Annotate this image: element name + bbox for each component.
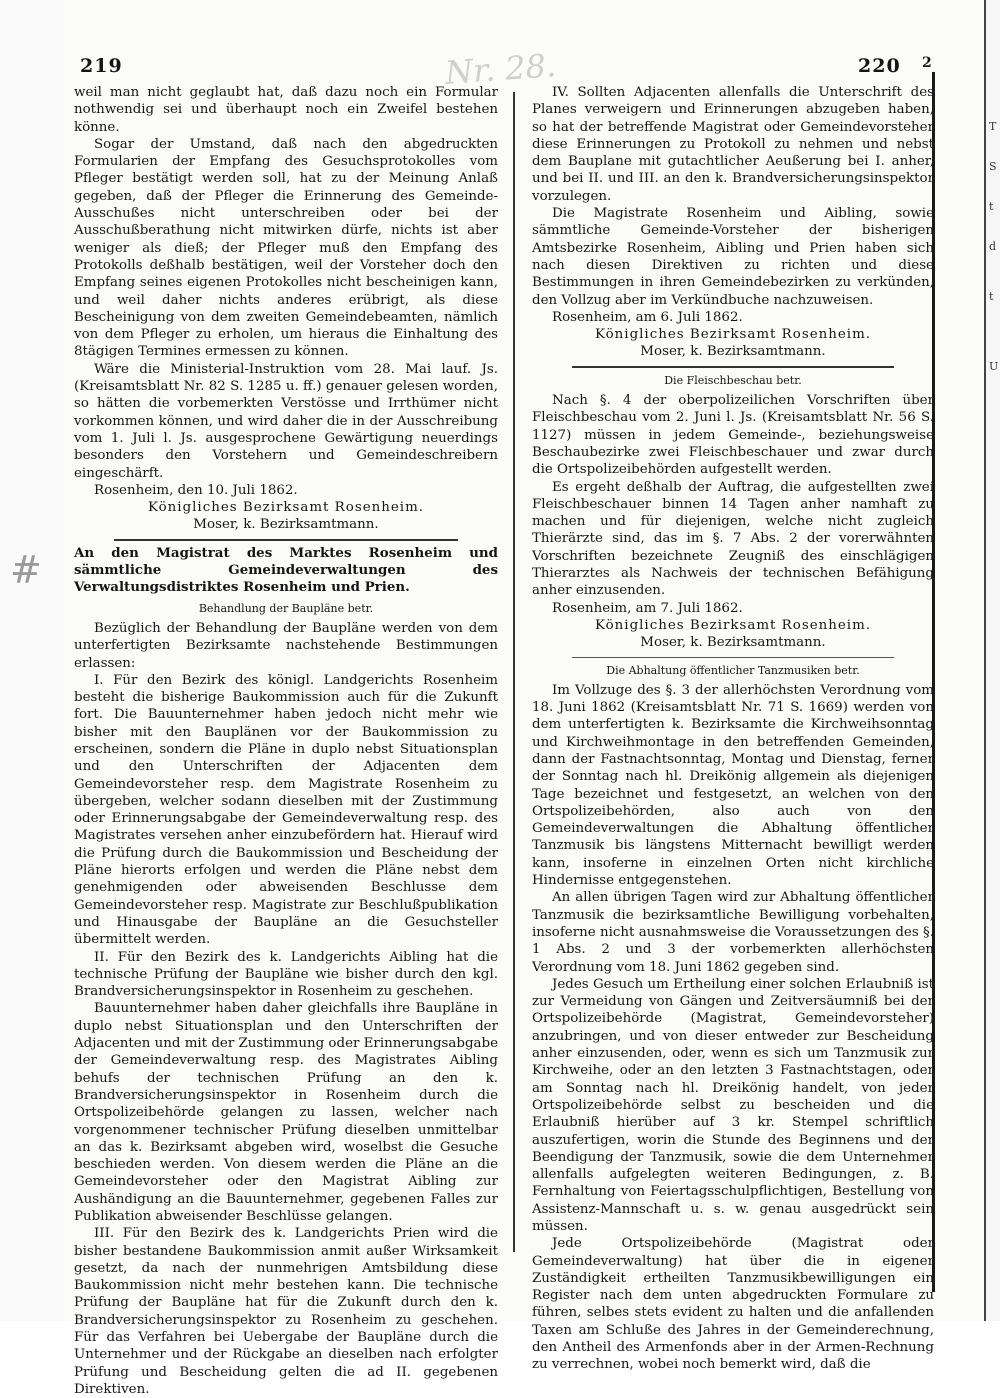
edge-fragment: U — [989, 360, 999, 373]
right-paragraph: Im Vollzuge des §. 3 der allerhöchsten Verordnung vom 18. Juni 1862 (Kreisamtsblatt Nr. 71 S. 1669) werden von dem unterfertigten k. Bezirksamte die Kirchweihsonntag und Kirchweihmontage in den betreffenden Gemeinden, dann der Fastnachtsonntag, Montag und Dienstag, ferner der Sonntag nach hl. Dreikönig allgemein als diejenigen Tage bezeichnet und festgesetzt, an welchen von den Ortspolizeibehörden, also auch von den Gemeindeverwaltungen die Abhaltung öffentlicher Tanzmusik bis längstens Mitternacht bewilligt werden kann, insoferne in einzelnen Orten nicht kirchliche Hindernisse entgegenstehen. — [532, 682, 934, 889]
left-paragraph: Wäre die Ministerial-Instruktion vom 28. Mai lauf. Js. (Kreisamtsblatt Nr. 82 S. 1285 u. ff.) genauer gelesen worden, so hätten die vorbemerkten Verstösse und Irrthümer nicht vorkommen können, und wird daher die in der Ausschreibung vom 1. Juli l. Js. ausgesprochene Gewärtigung neuerdings besonders den Vorstehern und Gemeindeschreibern eingeschärft. — [74, 361, 498, 481]
left-paragraph: Sogar der Umstand, daß nach den abgedruckten Formularien der Empfang des Gesuchsprotokolles vom Pfleger bestätigt werden soll, hat zu der Meinung Anlaß gegeben, daß der Pfleger die Erinnerung des Gemeinde-Ausschußes nicht unterschreiben oder bei der Ausschußberathung nicht mitwirken dürfe, nichts ist aber weniger als dieß; der Pfleger muß den Empfang des Protokolls deßhalb bestätigen, weil der Vorsteher doch den Empfang seines eigenen Protokolles nicht bescheinigen kann, und weil daher nichts anderes erübrigt, als diese Bescheinigung von dem zweiten Gemeindebeamten, nämlich von dem Pfleger zu erholen, um hieraus die Einhaltung des 8tägigen Termines ermessen zu können. — [74, 136, 498, 360]
right-paragraph: Die Magistrate Rosenheim und Aibling, sowie sämmtliche Gemeinde-Vorsteher der bisherigen Amtsbezirke Rosenheim, Aibling und Prien haben sich nach diesen Direktiven zu richten und diese Bestimmungen in ihren Gemeindebezirken zu verkünden, den Vollzug aber im Verkündbuche nachzuweisen. — [532, 206, 934, 308]
left-paragraph: III. Für den Bezirk des k. Landgerichts Prien wird die bisher bestandene Baukommission anmit außer Wirksamkeit gesetzt, da nach der nunmehrigen Amtsbildung diese Baukommission nicht mehr bestehen kann. Die technische Prüfung der Baupläne hat für die Zukunft durch den k. Brandversicherungsinspektor zu Rosenheim zu geschehen. Für das Verfahren bei Uebergabe der Baupläne durch die Unternehmer und der Rückgabe an dieselben nach erfolgter Prüfung und Bescheidung gelten die ad II. gegebenen Direktiven. — [74, 1226, 498, 1397]
left-paragraph: II. Für den Bezirk des k. Landgerichts Aibling hat die technische Prüfung der Baupläne wie bisher durch den kgl. Brandversicherungsinspektor in Rosenheim zu geschehen. — [74, 949, 498, 1000]
left-column — [74, 84, 498, 1398]
page-number-right: 220 — [858, 55, 901, 77]
signatory: Moser, k. Bezirksamtmann. — [640, 635, 826, 651]
right-paragraph: IV. Sollten Adjacenten allenfalls die Unterschrift des Planes verweigern und Erinnerungen abzugeben haben, so hat der betreffende Magistrat oder Gemeindevorsteher diese Erinnerungen zu Protokoll zu nehmen und nebst dem Bauplane mit gutachtlicher Aeußerung bei I. anher, und bei II. und III. an den k. Brandversicherungsinspektor vorzulegen. — [532, 85, 934, 204]
right-paragraph: Jedes Gesuch um Ertheilung einer solchen Erlaubniß ist zur Vermeidung von Gängen und Zeitversäumniß bei der Ortspolizeibehörde (Magistrat, Gemeindevorsteher) anzubringen, und von dieser entweder zur Bescheidung anher einzusenden, oder, wenn es sich um Tanzmusik zur Kirchweihe, oder an den letzten 3 Fastnachtstagen, oder am Sonntag nach hl. Dreikönig handelt, von jeder Ortspolizeibehörde selbst zu bescheiden und die Erlaubniß hierüber auf 3 kr. Stempel schriftlich auszufertigen, worin die Stunde des Beginnens und der Beendigung der Tanzmusik, sowie die dem Unternehmer allenfalls aufgelegten weiteren Bedingungen, z. B. Fernhaltung von Feiertagsschulpflichtigen, Bestellung von Assistenz-Mannschaft u. s. w. genau ausgedrückt sein müssen. — [532, 976, 934, 1234]
issuing-office: Königliches Bezirksamt Rosenheim. — [147, 500, 425, 516]
section-separator — [572, 657, 894, 658]
edge-fragment: T — [989, 120, 997, 133]
right-paragraph: Es ergeht deßhalb der Auftrag, die aufgestellten zwei Fleischbeschauer binnen 14 Tagen anher namhaft zu machen und für diejenigen, welche nicht zugleich Thierärzte sind, das im §. 7 Abs. 2 der vorerwähnten Vorschriften bezeichnete Zeugniß des einschlägigen Thierarztes als Nachweis der technischen Befähigung anher einzusenden. — [532, 479, 934, 599]
issuing-office: Königliches Bezirksamt Rosenheim. — [594, 617, 872, 633]
section-subheading: Die Fleischbeschau betr. — [664, 373, 802, 387]
margin-pencil-mark: # — [10, 548, 42, 592]
decree-date: Rosenheim, am 7. Juli 1862. — [552, 600, 743, 616]
scan-background-edge — [0, 0, 63, 1321]
edge-fragment: S — [989, 160, 997, 173]
section-separator — [114, 539, 458, 541]
column-divider — [513, 92, 515, 1252]
page-number-edge: 2 — [922, 55, 933, 71]
edge-fragment: t — [989, 200, 994, 213]
decree-date: Rosenheim, am 6. Juli 1862. — [552, 309, 743, 325]
section-separator — [572, 366, 894, 368]
right-column — [532, 84, 934, 1374]
left-opening-paragraph: weil man nicht geglaubt hat, daß dazu noch ein Formular nothwendig sei und überhaupt noch ein Zweifel bestehen könne. — [74, 85, 498, 135]
decree-date: Rosenheim, den 10. Juli 1862. — [94, 482, 298, 498]
right-paragraph: An allen übrigen Tagen wird zur Abhaltung öffentlicher Tanzmusik die bezirksamtliche Bewilligung vorbehalten, insoferne nicht ausnahmsweise die Voraussetzungen des §. 1 Abs. 2 und 3 der vorbemerkten allerhöchsten Verordnung vom 18. Juni 1862 gegeben sind. — [532, 890, 934, 975]
right-paragraph: Jede Ortspolizeibehörde (Magistrat oder Gemeindeverwaltung) hat über die in eigener Zuständigkeit ertheilten Tanzmusikbewilligungen ein Register nach dem unten abgedruckten Formulare zu führen, selbes stets evident zu halten und die anfallenden Taxen am Schluße des Jahres in der Gemeinderechnung, den Antheil des Armenfonds aber in der Armen-Rechnung zu verrechnen, wobei noch bemerkt wird, daß die — [532, 1236, 934, 1373]
page-number-left: 219 — [80, 55, 123, 77]
left-paragraph: Bauunternehmer haben daher gleichfalls ihre Baupläne in duplo nebst Situationsplan und den Unterschriften der Adjacenten und mit der Zustimmung oder Erinnerungsabgabe der Gemeindeverwaltung resp. des Magistrates Aibling behufs der technischen Prüfung an den k. Brandversicherungsinspektor in Rosenheim durch die Ortspolizeibehörde gelangen zu lassen, welcher nach vorgenommener technischer Prüfung dieselben unmittelbar an das k. Bezirksamt abgeben wird, woselbst die Gesuche beschieden werden. Von diesem werden die Pläne an die Gemeindevorsteher oder den Magistrat Aibling zur Aushändigung an die Bauunternehmer, gegebenen Falles zur Publikation abweisender Beschlüsse gelangen. — [74, 1001, 498, 1224]
faint-bleed-through-mark: Nr. 28. — [443, 46, 558, 92]
issuing-office: Königliches Bezirksamt Rosenheim. — [594, 327, 872, 343]
signatory: Moser, k. Bezirksamtmann. — [193, 517, 379, 533]
right-paragraph: Nach §. 4 der oberpolizeilichen Vorschriften über Fleischbeschau vom 2. Juni l. Js. (Kreisamtsblatt Nr. 56 S. 1127) müssen in jedem Gemeinde-, beziehungsweise Beschaubezirke zwei Fleischbeschauer und zwar durch die Ortspolizeibehörden aufgestellt werden. — [532, 393, 934, 478]
next-page-edge — [984, 0, 1000, 1321]
left-paragraph: Bezüglich der Behandlung der Baupläne werden von dem unterfertigten Bezirksamte nachstehende Bestimmungen erlassen: — [74, 620, 498, 671]
section-heading: An den Magistrat des Marktes Rosenheim und sämmtliche Gemeindeverwaltungen des Verwaltungsdistriktes Rosenheim und Prien. — [74, 544, 498, 596]
left-paragraph: I. Für den Bezirk des königl. Landgerichts Rosenheim besteht die bisherige Baukommission auch für die Zukunft fort. Die Bauunternehmer haben jedoch nicht mehr wie bisher mit den Bauplänen vor der Baukommission zu erscheinen, sondern die Pläne in duplo nebst Situationsplan und den Unterschriften der Adjacenten dem Gemeindevorsteher resp. dem Magistrate Rosenheim zu übergeben, welcher sodann dieselben mit der Zustimmung oder Erinnerungsabgabe der Gemeindeverwaltung resp. des Magistrates versehen anher einzubefördern hat. Hierauf wird die Prüfung durch die Baukommission und Bescheidung der Pläne hierorts erfolgen und werden die Pläne nebst dem genehmigenden oder abweisenden Beschlusse dem Gemeindevorsteher resp. Magistrate zur Beschlußpublikation und Hinausgabe der Baupläne an die Gesuchsteller übermittelt werden. — [74, 672, 498, 948]
signatory: Moser, k. Bezirksamtmann. — [640, 344, 826, 360]
edge-fragment: t — [989, 290, 994, 303]
section-subheading: Die Abhaltung öffentlicher Tanzmusiken betr. — [606, 663, 860, 677]
edge-fragment: d — [989, 240, 997, 253]
section-subheading: Behandlung der Baupläne betr. — [198, 601, 374, 615]
